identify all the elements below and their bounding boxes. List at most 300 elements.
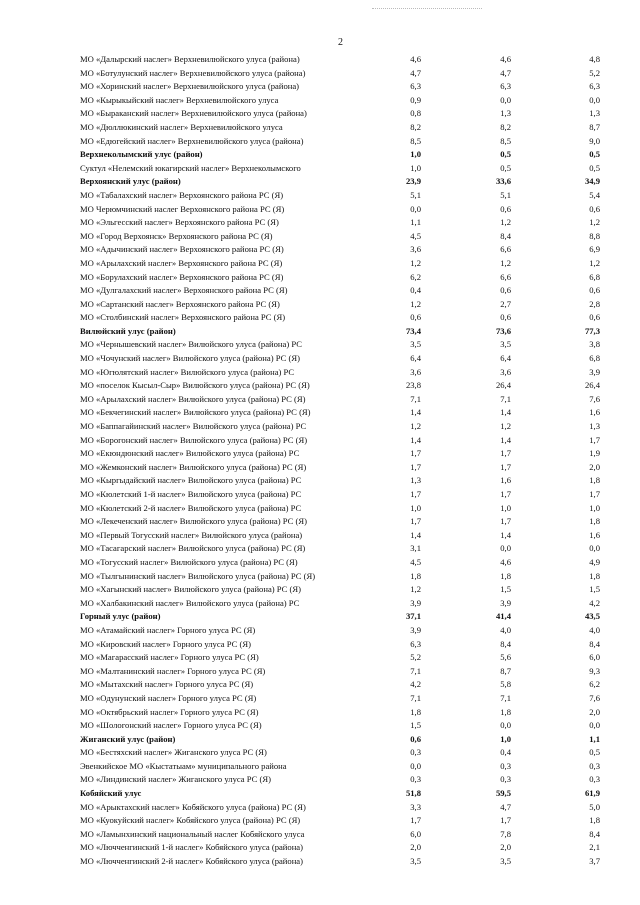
row-value-2: 1,2 [500,217,511,228]
table-row [0,665,640,679]
row-value-2: 0,6 [500,203,511,214]
table-row [0,379,640,393]
row-value-1: 6,3 [410,638,421,649]
table-row [0,488,640,502]
row-value-1: 1,2 [410,584,421,595]
row-value-3: 1,1 [589,733,600,744]
row-name: МО «Югюлятский наслег» Вилюйского улуса (района) РС [80,366,295,377]
row-value-2: 5,6 [500,652,511,663]
row-value-1: 1,4 [410,407,421,418]
table-row [0,298,640,312]
row-value-3: 1,8 [589,570,600,581]
row-value-3: 43,5 [584,611,600,622]
row-name: МО «Кировский наслег» Горного улуса РС (Я) [80,638,251,649]
row-value-3: 0,6 [589,285,600,296]
row-value-2: 1,7 [500,815,511,826]
row-value-3: 1,9 [589,448,600,459]
row-value-1: 1,7 [410,461,421,472]
row-value-3: 2,8 [589,298,600,309]
row-value-1: 0,6 [410,312,421,323]
table-row [0,706,640,720]
table-row [0,271,640,285]
row-value-3: 6,9 [589,244,600,255]
table-row [0,828,640,842]
row-value-1: 0,3 [410,774,421,785]
row-value-3: 0,3 [589,760,600,771]
row-value-1: 7,1 [410,692,421,703]
row-value-1: 1,7 [410,448,421,459]
row-name: МО «Кырыкыйский наслег» Верхневилюйского улуса [80,94,279,105]
row-value-2: 1,6 [500,475,511,486]
row-value-1: 4,2 [410,679,421,690]
row-value-2: 8,5 [500,135,511,146]
row-value-2: 1,7 [500,489,511,499]
row-value-3: 7,6 [589,692,600,703]
row-value-1: 8,5 [410,135,421,146]
row-value-1: 0,4 [410,285,421,296]
row-name: Верхнеколымский улус (район) [80,149,203,160]
row-value-2: 6,4 [500,353,511,364]
row-value-3: 2,1 [589,842,600,853]
row-name: МО «Тасагарский наслег» Вилюйского улуса (района) РС (Я) [80,543,306,554]
row-value-3: 26,4 [584,380,600,391]
row-name: МО «Екюндюнский наслег» Вилюйского улуса (района) РС [80,448,300,459]
row-value-2: 1,7 [500,448,511,459]
row-value-3: 3,8 [589,339,600,350]
row-value-2: 4,0 [500,624,511,635]
table-row [0,719,640,733]
table-row [0,366,640,380]
table-row [0,814,640,828]
row-name: МО «Лючченгинский 1-й наслег» Кобяйского улуса (района) [80,842,303,853]
row-name: МО «Одунунский наслег» Горного улуса РС (Я) [80,692,257,703]
row-value-2: 0,0 [500,543,511,554]
table-row [0,773,640,787]
row-name: МО «Далырский наслег» Верхневилюйского улуса (района) [80,54,300,64]
table-row [0,189,640,203]
row-value-2: 3,6 [500,366,511,377]
row-name: МО «Арылахский наслег» Верхоянского района РС (Я) [80,257,283,268]
row-value-2: 0,5 [500,149,511,160]
row-name: МО «Куокуйский наслег» Кобяйского улуса (района) РС (Я) [80,815,301,826]
row-name: МО «Хагынский наслег» Вилюйского улуса (района) РС (Я) [80,584,301,595]
row-value-1: 1,7 [410,516,421,527]
row-value-2: 0,6 [500,312,511,323]
table-row [0,515,640,529]
table-row [0,243,640,257]
row-value-3: 0,5 [589,149,600,160]
row-value-2: 0,0 [500,720,511,731]
row-value-1: 3,9 [410,597,421,608]
row-value-1: 1,1 [410,217,421,228]
row-value-2: 7,1 [500,393,511,404]
table-row [0,651,640,665]
row-value-2: 1,7 [500,461,511,472]
row-value-2: 2,7 [500,298,511,309]
row-value-1: 3,6 [410,366,421,377]
row-value-1: 0,9 [410,94,421,105]
row-value-2: 4,6 [500,556,511,567]
table-row [0,257,640,271]
table-row [0,583,640,597]
row-value-3: 4,2 [589,597,600,608]
row-value-1: 1,4 [410,434,421,445]
row-name: МО «Шологонский наслег» Горного улуса РС (Я) [80,720,262,731]
row-name: МО «Кюлетский 2-й наслег» Вилюйского улуса (района) РС [80,502,302,513]
row-value-1: 4,7 [410,67,421,78]
row-name: Верхоянский улус (район) [80,176,181,187]
row-value-1: 1,7 [410,489,421,499]
row-value-3: 1,5 [589,584,600,595]
row-value-3: 1,8 [589,516,600,527]
row-value-1: 0,0 [410,760,421,771]
row-value-1: 4,5 [410,556,421,567]
row-value-3: 9,0 [589,135,600,146]
row-value-3: 2,0 [589,706,600,717]
table-row [0,406,640,420]
row-value-1: 3,5 [410,856,421,867]
table-row [0,841,640,855]
row-value-3: 3,7 [589,856,600,867]
row-name: Суктул «Нелемский юкагирский наслег» Верхнеколымского [80,162,301,173]
row-name: МО «Табалахский наслег» Верхоянского района РС (Я) [80,189,284,200]
row-value-1: 1,8 [410,570,421,581]
row-name: МО «Арыктахский наслег» Кобяйского улуса (района) РС (Я) [80,801,306,812]
row-name: МО «Ботулунский наслег» Верхневилюйского улуса (района) [80,67,306,78]
table-section-row [0,175,640,189]
row-value-1: 5,2 [410,652,421,663]
row-name: МО «Чернышевский наслег» Вилюйского улуса (района) РС [80,339,302,350]
row-value-3: 1,0 [589,502,600,513]
row-value-1: 0,0 [410,203,421,214]
row-value-1: 4,6 [410,54,421,64]
row-value-1: 1,2 [410,298,421,309]
row-name: МО «поселок Кысыл-Сыр» Вилюйского улуса (района) РС (Я) [80,380,310,391]
table-row [0,284,640,298]
row-value-3: 9,3 [589,665,600,676]
row-name: МО «Тылгынинский наслег» Вилюйского улуса (района) РС (Я) [80,570,316,581]
table-row [0,434,640,448]
row-value-3: 8,4 [589,828,600,839]
row-value-2: 3,5 [500,339,511,350]
table-row [0,624,640,638]
row-value-2: 4,6 [500,54,511,64]
row-value-3: 0,5 [589,747,600,758]
row-value-2: 1,5 [500,584,511,595]
row-value-2: 6,6 [500,244,511,255]
row-value-3: 3,9 [589,366,600,377]
row-value-3: 6,3 [589,81,600,92]
row-value-3: 4,9 [589,556,600,567]
row-name: МО «Арылахский наслег» Вилюйского улуса (района) РС (Я) [80,393,306,404]
row-value-1: 0,8 [410,108,421,119]
row-value-1: 1,0 [410,502,421,513]
row-value-3: 1,2 [589,257,600,268]
row-value-1: 4,5 [410,230,421,241]
table-section-row [0,325,640,339]
row-value-1: 1,2 [410,257,421,268]
row-value-2: 41,4 [495,611,511,622]
table-row [0,420,640,434]
table-row [0,67,640,81]
row-name: МО «Атамайский наслег» Горного улуса РС (Я) [80,624,256,635]
row-value-2: 4,7 [500,801,511,812]
row-name: МО «Октябрьский наслег» Горного улуса РС (Я) [80,706,259,717]
row-value-3: 1,6 [589,529,600,540]
row-name: МО «Адычинский наслег» Верхоянского района РС (Я) [80,244,284,255]
row-name: МО «Ламынхинский национальный наслег Кобяйского улуса [80,828,305,839]
row-value-1: 73,4 [405,325,421,336]
row-value-3: 5,4 [589,189,600,200]
row-value-2: 1,8 [500,706,511,717]
row-value-1: 51,8 [405,788,421,799]
row-name: МО «Дюллюкинский наслег» Верхневилюйского улуса [80,121,283,132]
row-value-2: 3,5 [500,856,511,867]
table-row [0,203,640,217]
row-value-1: 3,3 [410,801,421,812]
row-value-2: 8,4 [500,638,511,649]
row-value-3: 34,9 [584,176,600,187]
row-value-2: 0,3 [500,774,511,785]
row-value-3: 0,0 [589,94,600,105]
row-value-2: 1,0 [500,733,511,744]
row-value-1: 1,0 [410,149,421,160]
row-value-1: 1,4 [410,529,421,540]
scan-artifact [372,8,482,10]
row-name: МО «Эльгесский наслег» Верхоянского района РС (Я) [80,217,279,228]
row-value-3: 0,6 [589,203,600,214]
row-value-1: 3,5 [410,339,421,350]
row-value-2: 1,2 [500,257,511,268]
row-name: МО «Кыргыдайский наслег» Вилюйского улуса (района) РС [80,475,302,486]
row-value-1: 3,1 [410,543,421,554]
row-value-2: 73,6 [495,325,511,336]
row-name: МО «Борулахский наслег» Верхоянского района РС (Я) [80,271,284,282]
table-row [0,80,640,94]
row-value-2: 4,7 [500,67,511,78]
row-name: Кобяйский улус [80,788,142,799]
row-name: Вилюйский улус (район) [80,325,176,336]
row-value-1: 1,0 [410,162,421,173]
row-value-1: 3,6 [410,244,421,255]
table-row [0,678,640,692]
row-name: МО «Дулгалахский наслег» Верхоянского района РС (Я) [80,285,288,296]
table-row [0,121,640,135]
row-value-2: 0,5 [500,162,511,173]
row-value-3: 1,7 [589,434,600,445]
row-name: МО «Лючченгинский 2-й наслег» Кобяйского улуса (района) [80,856,303,867]
row-value-2: 26,4 [495,380,511,391]
row-name: МО «Баппагайинский наслег» Вилюйского улуса (района) РС [80,421,307,432]
row-value-1: 0,6 [410,733,421,744]
table-row [0,638,640,652]
row-name: МО «Бестяхский наслег» Жиганского улуса РС (Я) [80,747,267,758]
row-value-3: 61,9 [584,788,600,799]
row-value-3: 2,0 [589,461,600,472]
row-value-2: 8,2 [500,121,511,132]
row-value-2: 1,4 [500,434,511,445]
table-row [0,461,640,475]
table-row [0,760,640,774]
row-value-2: 2,0 [500,842,511,853]
row-name: МО «Лекеченский наслег» Вилюйского улуса (района) РС (Я) [80,516,307,527]
table-row [0,338,640,352]
table-row [0,542,640,556]
table-row [0,692,640,706]
row-name: МО «Сартанский наслег» Верхоянского района РС (Я) [80,298,280,309]
row-name: МО «Борогонский наслег» Вилюйского улуса (района) РС (Я) [80,434,308,445]
row-name: МО «Хоринский наслег» Верхневилюйского улуса (района) [80,81,300,92]
table-section-row [0,787,640,801]
row-value-1: 0,3 [410,747,421,758]
row-value-2: 33,6 [495,176,511,187]
row-value-3: 0,0 [589,543,600,554]
row-name: Эвенкийское МО «Кыстатыам» муниципального района [80,760,287,771]
row-value-2: 8,7 [500,665,511,676]
row-value-1: 6,4 [410,353,421,364]
row-value-1: 1,3 [410,475,421,486]
table-row [0,502,640,516]
row-name: МО «Малтанинский наслег» Горного улуса РС (Я) [80,665,266,676]
table-row [0,393,640,407]
row-value-1: 6,3 [410,81,421,92]
table-row [0,529,640,543]
row-name: Горный улус (район) [80,611,161,622]
row-value-1: 6,2 [410,271,421,282]
table-row [0,597,640,611]
row-value-1: 6,0 [410,828,421,839]
row-value-2: 7,8 [500,828,511,839]
table-row [0,801,640,815]
row-value-3: 6,8 [589,353,600,364]
row-name: МО «Магарасский наслег» Горного улуса РС (Я) [80,652,259,663]
row-value-2: 1,7 [500,516,511,527]
row-name: МО «Жемконский наслег» Вилюйского улуса (района) РС (Я) [80,461,307,472]
row-value-1: 1,8 [410,706,421,717]
row-value-2: 6,3 [500,81,511,92]
row-value-3: 7,6 [589,393,600,404]
table-row [0,447,640,461]
table-row [0,855,640,869]
row-name: МО «Едюгейский наслег» Верхневилюйского улуса (района) [80,135,304,146]
row-value-3: 6,2 [589,679,600,690]
table-row [0,216,640,230]
row-value-3: 1,3 [589,421,600,432]
row-value-3: 1,2 [589,217,600,228]
table-row [0,94,640,108]
row-value-1: 7,1 [410,393,421,404]
row-value-1: 1,7 [410,815,421,826]
row-name: МО «Мытахский наслег» Горного улуса РС (Я) [80,679,254,690]
row-value-3: 77,3 [584,325,600,336]
row-value-3: 4,0 [589,624,600,635]
row-value-2: 1,8 [500,570,511,581]
row-value-3: 6,0 [589,652,600,663]
row-value-2: 3,9 [500,597,511,608]
row-value-2: 1,4 [500,529,511,540]
row-value-2: 0,4 [500,747,511,758]
row-value-2: 0,6 [500,285,511,296]
row-value-1: 7,1 [410,665,421,676]
row-value-3: 0,0 [589,720,600,731]
row-value-1: 1,5 [410,720,421,731]
table-row [0,230,640,244]
table-row [0,746,640,760]
row-value-1: 1,2 [410,421,421,432]
page-number: 2 [338,37,343,48]
table-row [0,162,640,176]
row-value-3: 0,6 [589,312,600,323]
row-name: МО «Столбинский наслег» Верхоянского района РС (Я) [80,312,286,323]
row-name: Жиганский улус (район) [80,733,176,744]
row-value-3: 5,0 [589,801,600,812]
row-value-3: 0,3 [589,774,600,785]
table-row [0,135,640,149]
row-value-2: 1,4 [500,407,511,418]
row-name: МО «Город Верхоянск» Верхоянского района РС (Я) [80,230,273,241]
row-value-1: 5,1 [410,189,421,200]
row-value-1: 23,9 [405,176,421,187]
row-name: МО «Тогусский наслег» Вилюйского улуса (района) РС (Я) [80,556,298,567]
row-value-2: 6,6 [500,271,511,282]
row-name: МО Черюмчинский наслег Верхоянского района РС (Я) [80,203,285,214]
row-value-1: 37,1 [405,611,421,622]
data-table [0,53,640,869]
row-value-2: 0,3 [500,760,511,771]
row-value-1: 23,8 [405,380,421,391]
table-section-row [0,610,640,624]
row-value-3: 0,5 [589,162,600,173]
row-value-3: 1,8 [589,815,600,826]
row-value-2: 5,1 [500,189,511,200]
row-value-3: 6,8 [589,271,600,282]
row-value-1: 3,9 [410,624,421,635]
row-value-3: 1,7 [589,489,600,499]
table-row [0,474,640,488]
row-value-2: 7,1 [500,692,511,703]
row-value-1: 8,2 [410,121,421,132]
row-value-2: 1,2 [500,421,511,432]
table-section-row [0,733,640,747]
table-section-row [0,148,640,162]
row-value-3: 1,6 [589,407,600,418]
row-value-3: 1,3 [589,108,600,119]
row-value-2: 59,5 [495,788,511,799]
row-value-3: 5,2 [589,67,600,78]
row-value-2: 1,0 [500,502,511,513]
row-value-3: 8,4 [589,638,600,649]
row-value-3: 8,8 [589,230,600,241]
table-row [0,107,640,121]
table-row [0,556,640,570]
row-value-2: 8,4 [500,230,511,241]
row-value-3: 4,8 [589,54,600,64]
row-value-2: 1,3 [500,108,511,119]
row-name: МО «Халбакинский наслег» Вилюйского улуса (района) РС [80,597,300,608]
row-name: МО «Кюлетский 1-й наслег» Вилюйского улуса (района) РС [80,489,302,499]
table-row [0,311,640,325]
table-row [0,352,640,366]
table-row [0,570,640,584]
row-value-1: 2,0 [410,842,421,853]
table-row [0,53,640,67]
row-value-3: 1,8 [589,475,600,486]
row-name: МО «Первый Тогусский наслег» Вилюйского улуса (района) [80,529,303,540]
row-value-2: 0,0 [500,94,511,105]
row-value-2: 5,8 [500,679,511,690]
row-name: МО «Линдинский наслег» Жиганского улуса РС (Я) [80,774,271,785]
row-value-3: 8,7 [589,121,600,132]
